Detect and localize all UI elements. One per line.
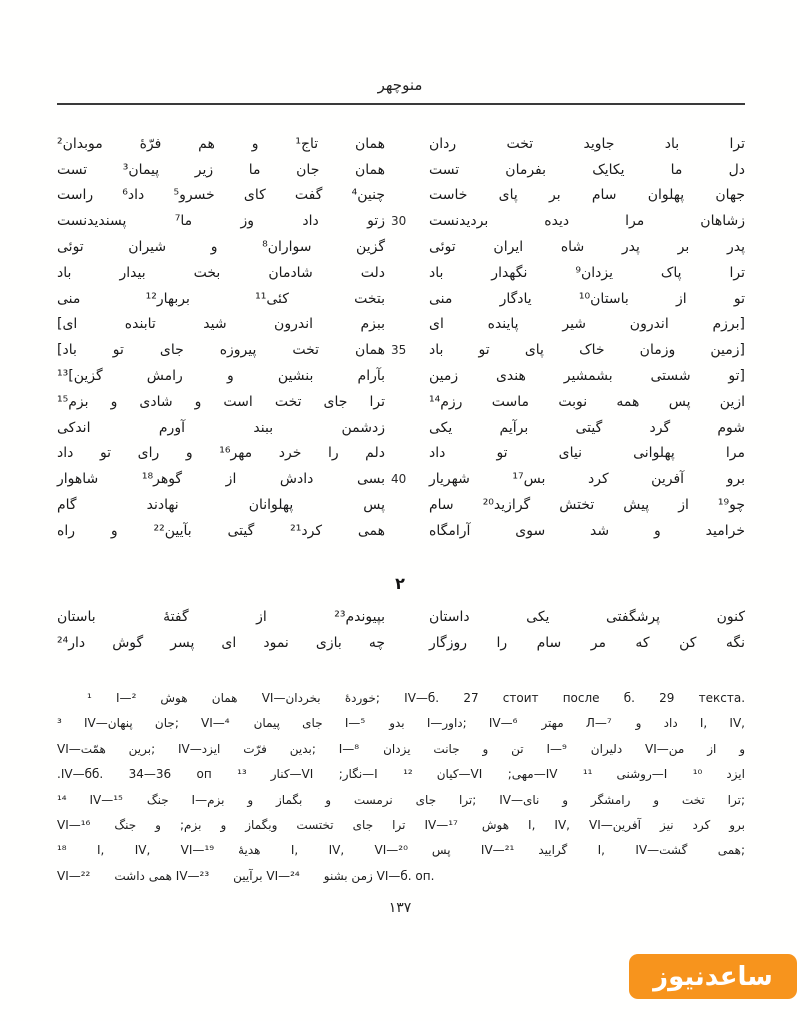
second-hemistich: ترا جای تخت است و شادی و بزم¹⁵: [57, 393, 385, 410]
bayt-row: [57, 183, 745, 209]
bayt-row: [57, 604, 745, 630]
second-hemistich: گزین سواران⁸ و شیران توئی: [57, 239, 385, 256]
bayt-row: [57, 312, 745, 338]
section-number: ۲: [395, 574, 405, 593]
bayt-number: 30: [391, 214, 407, 229]
bayt-row: [57, 466, 745, 492]
first-hemistich: پدر بر پدر شاه ایران توئی: [429, 239, 745, 256]
critical-apparatus-block: [57, 686, 745, 889]
poem-section2-block: [57, 604, 745, 656]
page-header-title: منوچهر: [377, 76, 423, 94]
second-hemistich: بپیوندم²³ از گفتهٔ باستان: [57, 608, 385, 625]
second-hemistich: زتو داد وز ما⁷ پسندیدنست: [57, 213, 385, 230]
footnote-line: VI—ترا جای تختست وبگماز و بزم; و جنگ ¹⁶ IV—هوش ¹⁷ I, IV, VI—برو کرد نیز آفرین: [57, 817, 746, 832]
first-hemistich: ترا باد جاوید تخت ردان: [429, 135, 745, 152]
second-hemistich: چنین⁴ گفت کای خسرو⁵ داد⁶ راست: [57, 187, 385, 204]
second-hemistich: بتخت کئی¹¹ بربهار¹² منی: [57, 290, 385, 307]
bayt-row: [57, 389, 745, 415]
bayt-row: [57, 234, 745, 260]
second-hemistich: دلت شادمان بخت بیدار باد: [57, 264, 385, 281]
bayt-row: [57, 630, 745, 656]
bayt-row: [57, 260, 745, 286]
bayt-number: 40: [391, 472, 407, 487]
footnote-line: ¹⁸ I, IV, VI—هدیهٔ ¹⁹ I, IV, VI—پس ²⁰ IV—گرایید ²¹ I, IV—همی گشت;: [57, 843, 746, 858]
watermark-badge: ساعدنیوز: [629, 954, 797, 999]
first-hemistich: [زمین وزمان خاک پای تو باد: [429, 342, 745, 359]
second-hemistich: زدشمن ببند آورم اندکی: [57, 419, 385, 436]
bayt-row: [57, 131, 745, 157]
first-hemistich: شوم گرد گیتی برآیم یکی: [429, 419, 745, 436]
second-hemistich: همی کرد²¹ گیتی بآیین²² و راه: [57, 522, 385, 539]
bayt-row: [57, 157, 745, 183]
second-hemistich: چه بازی نمود ای پسر گوش دار²⁴: [57, 634, 385, 651]
first-hemistich: زشاهان مرا دیده بردیدنست: [429, 213, 745, 230]
poem-main-block: [57, 131, 745, 544]
bayt-row: [57, 492, 745, 518]
first-hemistich: نگه کن که مر سام را روزگار: [429, 634, 745, 651]
second-hemistich: دلم را خرد مهر¹⁶ و رای تو داد: [57, 445, 385, 462]
bayt-row: [57, 441, 745, 467]
footnote-line: VI—برین همّت; IV—بدین فرّت ایزد; I—تن و جانت یزدان ⁸ I—دلیران ⁹ VI—و از من: [57, 741, 745, 756]
second-hemistich: بآرام بنشین و رامش گزین]¹³: [57, 368, 385, 385]
bayt-row: [57, 518, 745, 544]
bayt-row: [57, 415, 745, 441]
second-hemistich: بسی دادش از گوهر¹⁸ شاهوار: [57, 471, 386, 488]
second-hemistich: پس پهلوانان نهادند گام: [57, 497, 385, 514]
bayt-number: 35: [391, 343, 407, 358]
first-hemistich: جهان پهلوان سام بر پای خاست: [429, 187, 745, 204]
bayt-row: [57, 208, 745, 234]
first-hemistich: ازین پس همه نوبت ماست رزم¹⁴: [429, 393, 745, 410]
first-hemistich: دل ما یکایک بفرمان تست: [429, 161, 745, 178]
footnote-line: VI—همی داشت ²² IV—برآیین ²³ VI—زمن بشنو ²⁴ VI—б. оп.: [57, 868, 435, 883]
second-hemistich: ببزم اندرون شید تابنده ای]: [57, 316, 385, 333]
first-hemistich: خرامید و شد سوی آرامگاه: [429, 522, 745, 539]
bayt-row: [57, 337, 745, 363]
first-hemistich: [تو شستی بشمشیر هندی زمین: [429, 368, 745, 385]
first-hemistich: تو از باستان¹⁰ یادگار منی: [429, 290, 745, 307]
first-hemistich: کنون پرشگفتی یکی داستان: [429, 608, 745, 625]
bayt-row: [57, 363, 745, 389]
first-hemistich: مرا پهلوانی نیای تو داد: [429, 445, 745, 462]
bayt-row: [57, 286, 745, 312]
first-hemistich: [برزم اندرون شیر پاینده ای: [429, 316, 745, 333]
first-hemistich: ترا پاک یزدان⁹ نگهدار باد: [429, 264, 745, 281]
second-hemistich: همان جان ما زیر پیمان³ تست: [57, 161, 385, 178]
second-hemistich: همان تخت پیروزه جای تو باد]: [57, 342, 385, 359]
second-hemistich: همان تاج¹ و هم فرّهٔ موبدان²: [57, 135, 385, 152]
footnote-line: ¹ I—همان هوش ² VI—خوردهٔ بخردان; IV—б. 27 стоит после б. 29 текста.: [87, 691, 746, 705]
footnote-line: ¹⁴ IV—جنگ ¹⁵ I—ترا جای نرمست و بگماز و بزم; IV—ترا تخت و رامشگر و نای;: [57, 792, 746, 807]
footnote-line: ایزد ¹⁰ I—روشنی ¹¹ IV—مهی; VI—کیان ¹² I—نگار; VI—کنار ¹³ IV—бб. 34—36 оп.: [57, 767, 745, 782]
footnote-line: ³ IV—جان پنهان; VI—جای پیمان ⁴ I—بدو ⁵ I—داور; IV—مهتر ⁶ Л—داد و ⁷ I, IV,: [57, 716, 745, 731]
first-hemistich: برو آفرین کرد بس¹⁷ شهریار: [429, 471, 746, 488]
header-rule: [57, 103, 745, 105]
first-hemistich: چو¹⁹ از پیش تختش گرازید²⁰ سام: [429, 497, 745, 514]
page-number: ۱۳۷: [388, 900, 412, 916]
